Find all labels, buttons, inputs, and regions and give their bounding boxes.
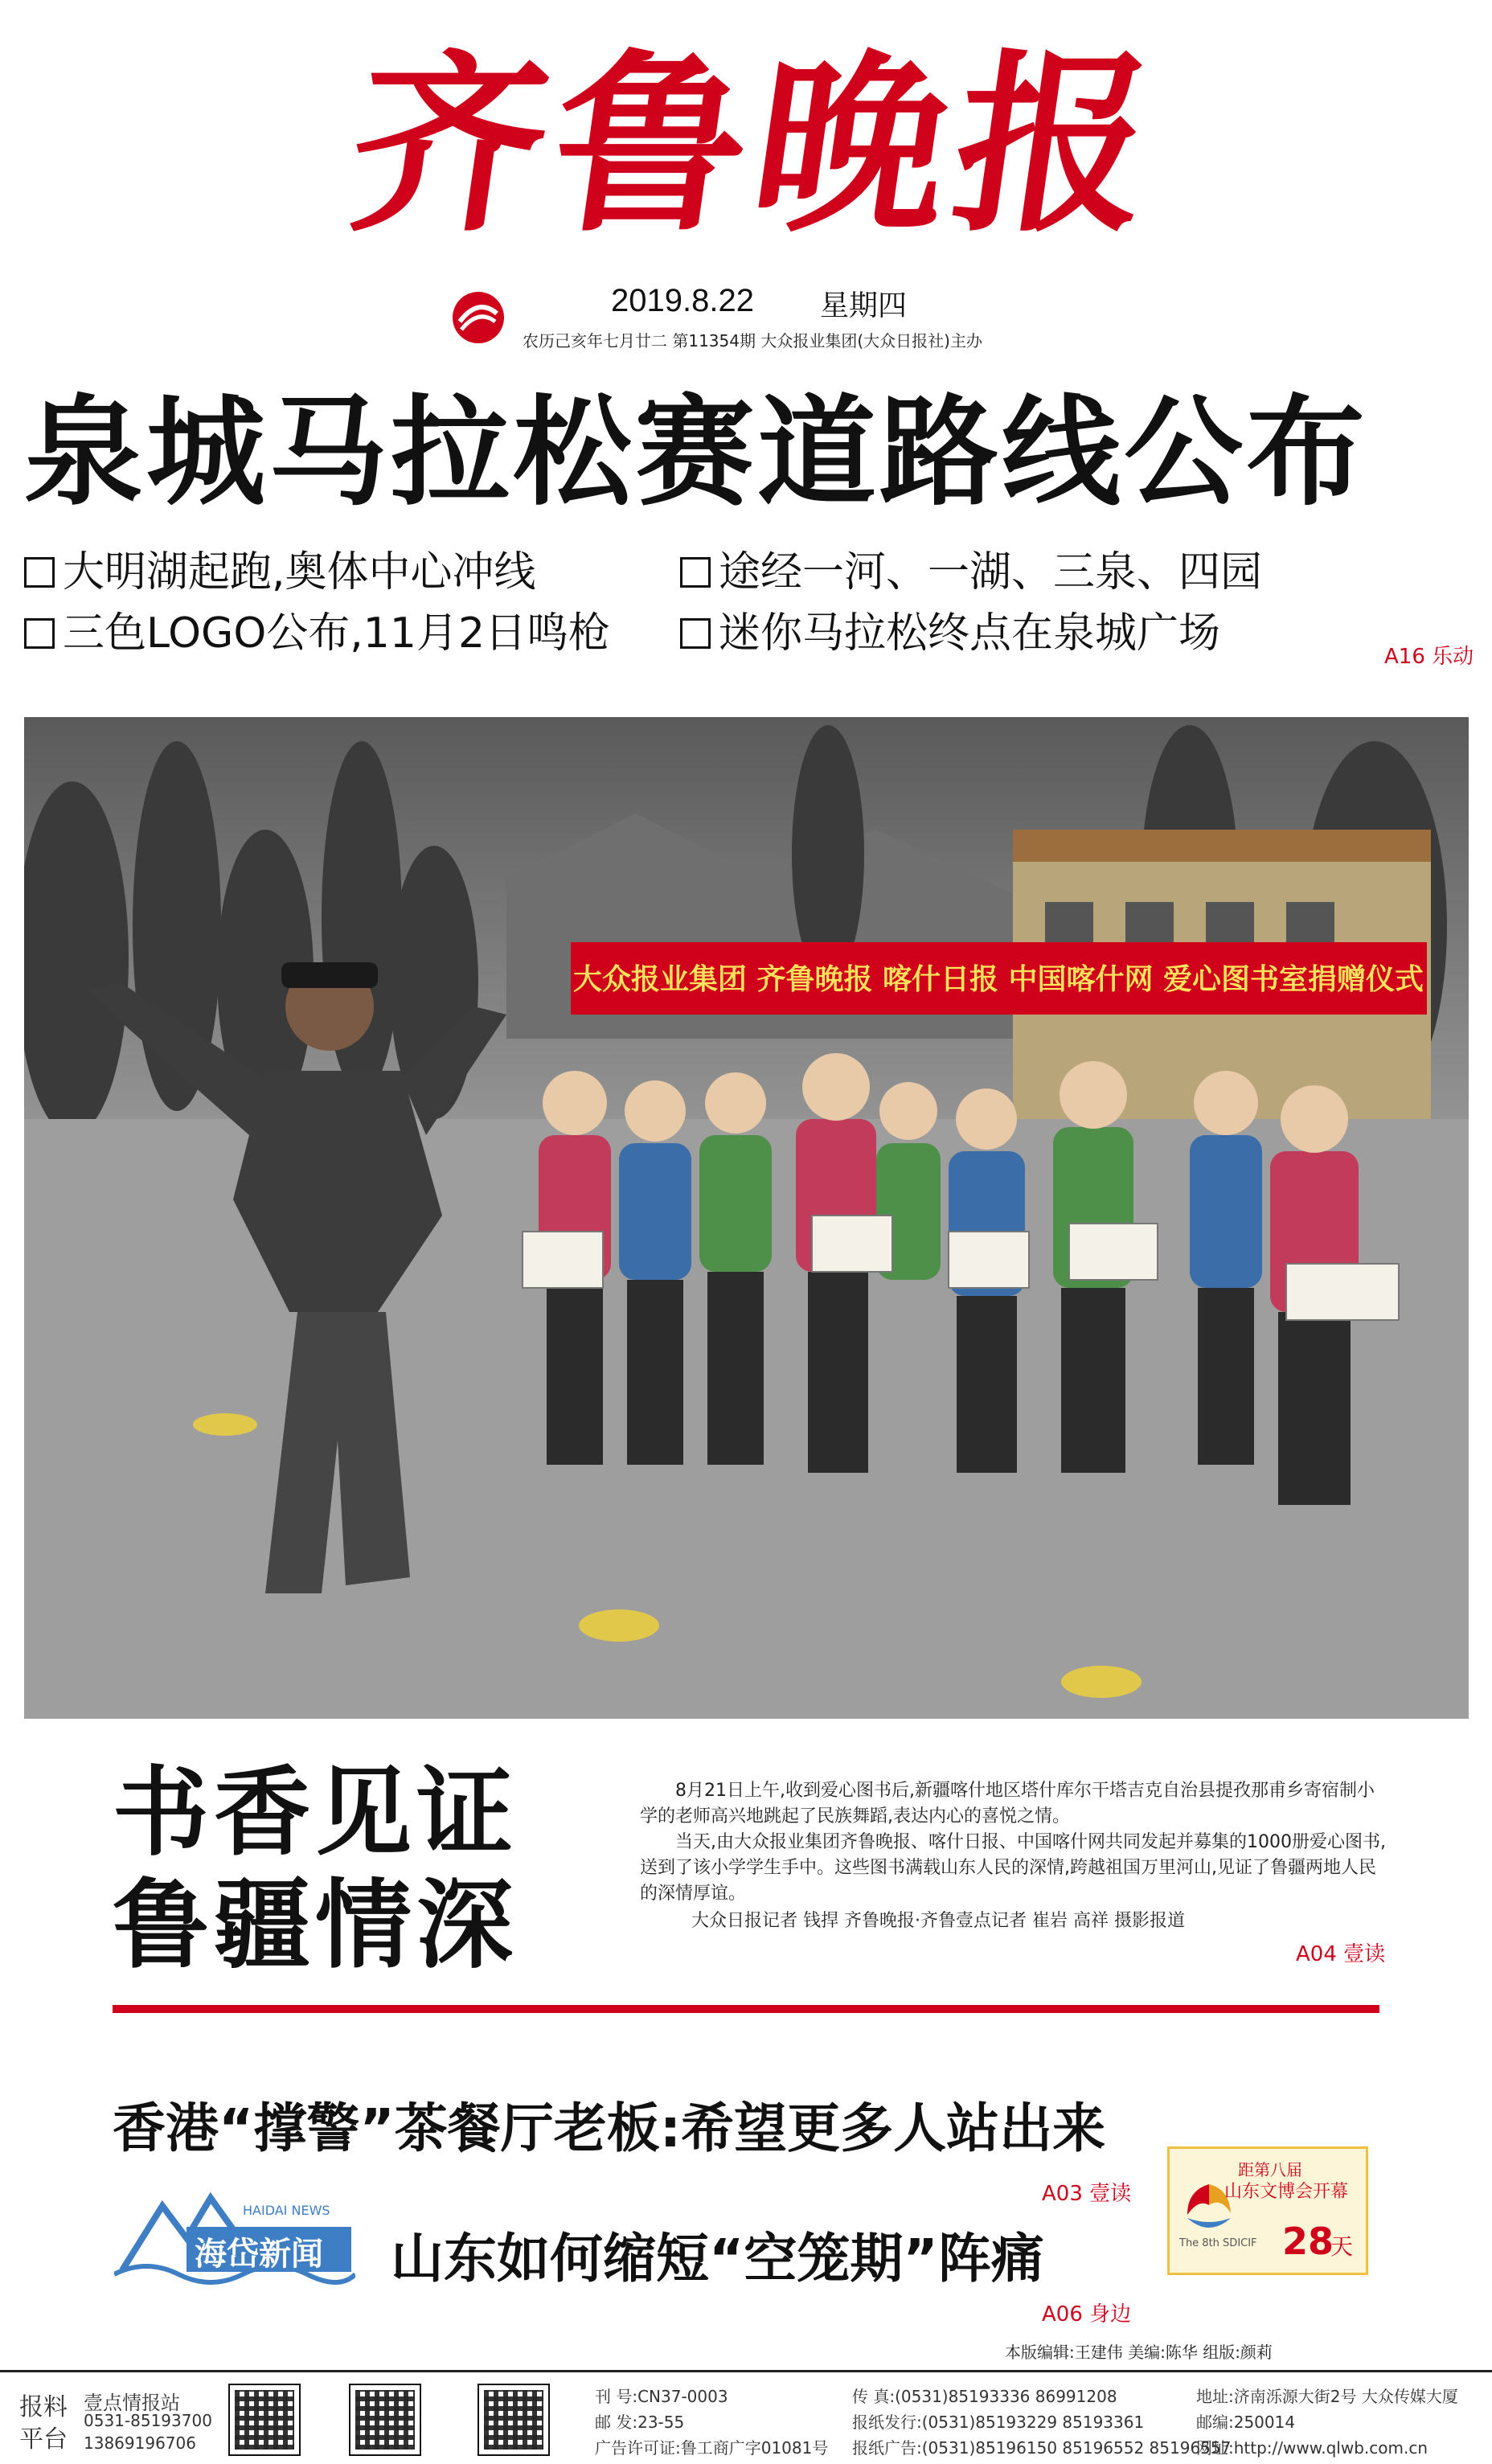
haidai-news-logo: [114, 2182, 355, 2286]
story-body: [640, 1778, 1387, 1907]
tip-phone: 13869196706: [84, 2433, 196, 2453]
secondary-headline[interactable]: 山东如何缩短“空笼期”阵痛: [391, 2228, 1044, 2290]
qr-code-icon[interactable]: [478, 2384, 550, 2456]
masthead: [0, 0, 1492, 354]
footer-info: 报纸广告:(0531)85196150 85196552 85196557: [852, 2438, 1232, 2458]
issue-date: 2019.8.22: [611, 283, 754, 318]
subheadline: [680, 608, 1220, 659]
divider: [0, 2370, 1492, 2372]
subheadline-text: 大明湖起跑,奥体中心冲线: [63, 548, 536, 597]
subheadline: [24, 608, 610, 659]
expo-countdown-badge[interactable]: [1167, 2146, 1368, 2275]
tip-phone: 0531-85193700: [84, 2411, 212, 2430]
checkbox-icon: [24, 557, 55, 588]
expo-line2: 山东文博会开幕: [1224, 2182, 1348, 2202]
lead-photo: [24, 717, 1469, 1719]
page-reference[interactable]: A03 壹读: [1042, 2182, 1132, 2206]
editors-credit: 本版编辑:王建伟 美编:陈华 组版:颜莉: [1005, 2343, 1273, 2362]
page-reference[interactable]: A16 乐动: [1384, 645, 1474, 669]
newspaper-logo: 齐鲁晚报: [338, 31, 1174, 258]
story-paragraph: 8月21日上午,收到爱心图书后,新疆喀什地区塔什库尔干塔吉克自治县提孜那甫乡寄宿制小学的老师高兴地跳起了民族舞蹈,表达内心的喜悦之情。: [640, 1781, 1375, 1826]
footer-info: 报纸发行:(0531)85193229 85193361: [852, 2413, 1145, 2432]
story-title-line: 鲁疆情深: [113, 1870, 518, 1982]
story-title[interactable]: [113, 1757, 518, 1982]
qr-code-icon[interactable]: [349, 2384, 421, 2456]
footer-info: 邮 发:23-55: [595, 2413, 685, 2432]
story-paragraph: 当天,由大众报业集团齐鲁晚报、喀什日报、中国喀什网共同发起并募集的1000册爱心图书,送到了该小学学生手中。这些图书满载山东人民的深情,跨越祖国万里河山,见证了鲁疆两地人民的深情厚谊。: [640, 1832, 1386, 1904]
qr-code-icon[interactable]: [228, 2384, 301, 2456]
expo-days: 28: [1282, 2220, 1334, 2263]
footer-info: 刊 号:CN37-0003: [595, 2387, 728, 2406]
checkbox-icon: [680, 618, 711, 649]
secondary-headline[interactable]: 香港“撑警”茶餐厅老板:希望更多人站出来: [113, 2097, 1106, 2159]
banner-text: 大众报业集团 齐鲁晚报 喀什日报 中国喀什网 爱心图书室捐赠仪式: [572, 963, 1424, 996]
main-headline[interactable]: 泉城马拉松赛道路线公布: [24, 383, 1368, 522]
subheadline-text: 途经一河、一湖、三泉、四园: [719, 548, 1263, 597]
subheadline: [24, 547, 536, 598]
expo-days-unit: 天: [1330, 2233, 1354, 2260]
tip-label: 平台: [19, 2425, 68, 2454]
footer-info: 传 真:(0531)85193336 86991208: [852, 2387, 1117, 2406]
subheadline: [680, 547, 1262, 598]
checkbox-icon: [680, 557, 711, 588]
checkbox-icon: [24, 618, 55, 649]
expo-english: The 8th SDICIF: [1179, 2237, 1257, 2249]
footer: [0, 2376, 1492, 2464]
issue-meta: 农历己亥年七月廿二 第11354期 大众报业集团(大众日报社)主办: [523, 331, 982, 351]
issue-weekday: 星期四: [820, 289, 908, 322]
page-reference[interactable]: A04 壹读: [1296, 1942, 1386, 1966]
expo-line1: 距第八届: [1238, 2160, 1302, 2179]
haidai-english: HAIDAI NEWS: [243, 2203, 330, 2218]
subheadline-text: 三色LOGO公布,11月2日鸣枪: [63, 609, 611, 658]
tip-name: 壹点情报站: [84, 2392, 180, 2414]
haidai-name: 海岱新闻: [195, 2236, 323, 2273]
story-title-line: 书香见证: [113, 1757, 518, 1869]
story-credit: 大众日报记者 钱捍 齐鲁晚报·齐鲁壹点记者 崔岩 高祥 摄影报道: [691, 1911, 1185, 1931]
lead-photo-illustration: [24, 717, 1469, 1719]
page-reference[interactable]: A06 身边: [1042, 2302, 1132, 2327]
footer-info[interactable]: 网址:http://www.qlwb.com.cn: [1196, 2438, 1428, 2458]
footer-info: 邮编:250014: [1196, 2413, 1296, 2432]
newspaper-emblem-icon: [450, 289, 506, 346]
footer-info: 地址:济南泺源大街2号 大众传媒大厦: [1196, 2387, 1458, 2406]
tip-label: 报料: [19, 2393, 68, 2421]
footer-info: 广告许可证:鲁工商广字01081号: [595, 2438, 829, 2458]
divider: [113, 2005, 1379, 2013]
subheadline-text: 迷你马拉松终点在泉城广场: [719, 609, 1221, 658]
